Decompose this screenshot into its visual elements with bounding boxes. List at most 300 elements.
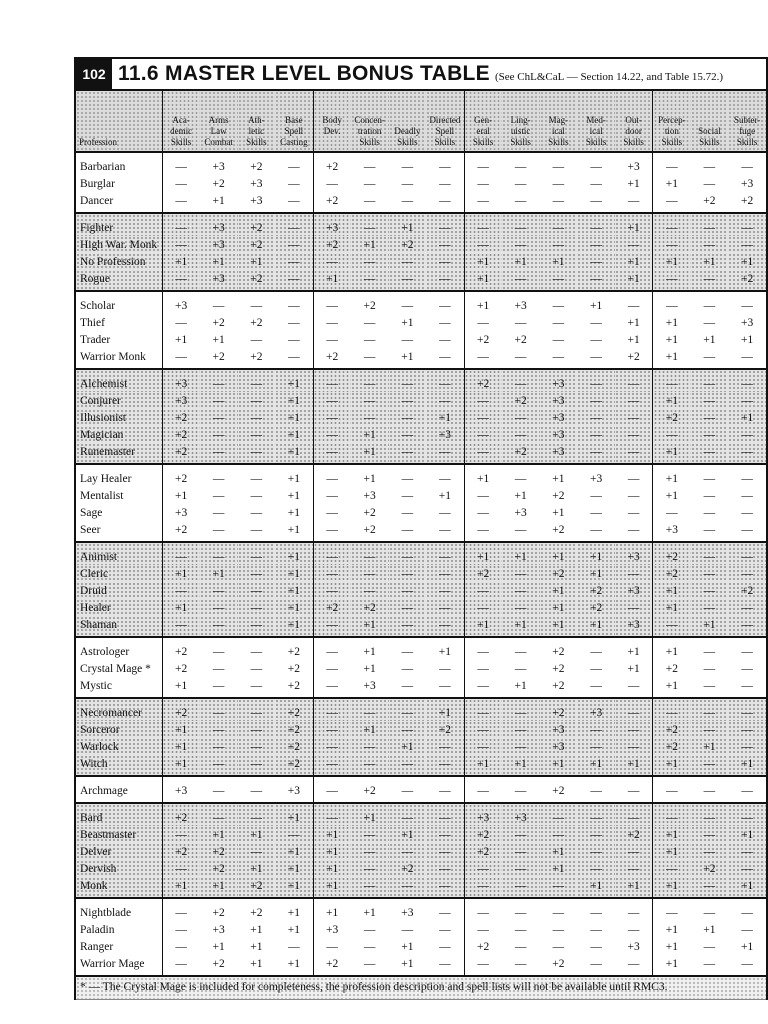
column-header: [313, 91, 351, 152]
table-row: [76, 565, 766, 582]
bonus-cell: —: [439, 333, 451, 346]
profession-name: Mystic: [80, 679, 112, 692]
profession-name: Beastmaster: [76, 826, 162, 843]
column-header-line: [390, 115, 426, 126]
bonus-cell: —: [514, 940, 527, 953]
bonus-cell: —: [552, 940, 565, 953]
bonus-cell: —: [691, 213, 729, 236]
bonus-cell: —: [627, 472, 640, 485]
bonus-cell: +1: [540, 616, 578, 637]
bonus-cell: +3: [502, 803, 540, 826]
bonus-cell: —: [238, 369, 276, 392]
bonus-cell: —: [514, 472, 527, 485]
bonus-cell: —: [577, 443, 615, 464]
bonus-cell: +3: [514, 506, 527, 519]
bonus-cell: —: [615, 565, 653, 582]
column-header-line: Directed: [429, 115, 461, 125]
bonus-cell: +1: [162, 721, 200, 738]
bonus-cell: —: [514, 645, 527, 658]
bonus-cell: —: [540, 877, 578, 898]
bonus-cell: —: [250, 506, 263, 519]
bonus-cell: —: [313, 565, 351, 582]
bonus-cell: —: [502, 843, 540, 860]
bonus-cell: +3: [250, 177, 263, 190]
column-header-line: Spell: [435, 126, 455, 136]
profession-name: Bard: [76, 803, 162, 826]
bonus-cell: —: [627, 906, 640, 919]
bonus-cell: +2: [653, 409, 691, 426]
bonus-cell: +1: [351, 803, 389, 826]
bonus-cell: —: [238, 426, 276, 443]
bonus-cell: +1: [250, 957, 263, 970]
bonus-cell: +1: [502, 755, 540, 776]
bonus-cell: —: [741, 489, 753, 502]
profession-name: Thief: [80, 316, 105, 329]
bonus-cell: —: [590, 940, 602, 953]
bonus-cell: —: [275, 213, 313, 236]
table-row: [76, 504, 766, 521]
bonus-cell: —: [313, 369, 351, 392]
bonus-cell: —: [313, 291, 351, 314]
bonus-cell: +1: [728, 826, 766, 843]
table-row: [76, 392, 766, 409]
bonus-cell: —: [741, 906, 753, 919]
bonus-cell: —: [313, 542, 351, 565]
bonus-cell: —: [162, 860, 200, 877]
bonus-cell: +2: [162, 660, 200, 677]
bonus-cell: —: [728, 392, 766, 409]
bonus-cell: —: [238, 542, 276, 565]
bonus-cell: +2: [162, 843, 200, 860]
bonus-cell: +1: [287, 923, 300, 936]
bonus-cell: —: [212, 523, 225, 536]
bonus-cell: +1: [653, 392, 691, 409]
bonus-cell: —: [577, 213, 615, 236]
bonus-cell: +1: [615, 213, 653, 236]
bonus-cell: —: [728, 803, 766, 826]
bonus-cell: —: [741, 523, 753, 536]
column-header-line: door: [625, 126, 642, 136]
bonus-cell: +1: [653, 331, 691, 348]
bonus-cell: +2: [653, 565, 691, 582]
table-row: [76, 521, 766, 542]
bonus-cell: —: [653, 270, 691, 291]
bonus-cell: —: [238, 738, 276, 755]
bonus-cell: —: [313, 409, 351, 426]
bonus-cell: —: [741, 662, 753, 675]
bonus-cell: —: [351, 565, 389, 582]
table-header-row: [76, 91, 766, 152]
bonus-cell: +1: [728, 755, 766, 776]
bonus-cell: +1: [313, 843, 351, 860]
bonus-cell: —: [691, 426, 729, 443]
profession-group: [76, 776, 766, 803]
bonus-cell: +1: [627, 316, 640, 329]
bonus-cell: —: [313, 504, 351, 521]
profession-name: Paladin: [80, 923, 115, 936]
bonus-cell: —: [464, 192, 502, 213]
bonus-cell: +2: [653, 721, 691, 738]
bonus-cell: +3: [162, 369, 200, 392]
bonus-cell: —: [426, 542, 464, 565]
bonus-cell: —: [363, 160, 376, 173]
bonus-cell: —: [502, 270, 540, 291]
bonus-cell: +3: [540, 426, 578, 443]
bonus-cell: —: [439, 194, 451, 207]
bonus-cell: —: [464, 955, 502, 976]
column-header: [540, 91, 578, 152]
bonus-cell: —: [162, 955, 200, 976]
bonus-cell: —: [703, 662, 716, 675]
bonus-cell: —: [212, 506, 225, 519]
bonus-cell: +1: [540, 860, 578, 877]
bonus-cell: +1: [313, 877, 351, 898]
bonus-cell: —: [351, 698, 389, 721]
bonus-cell: —: [590, 177, 602, 190]
bonus-cell: +1: [389, 826, 427, 843]
bonus-cell: —: [514, 662, 527, 675]
bonus-cell: —: [728, 565, 766, 582]
column-header: [577, 91, 615, 152]
bonus-cell: —: [426, 565, 464, 582]
bonus-cell: —: [464, 637, 502, 660]
bonus-cell: —: [401, 194, 414, 207]
column-header-line: uistic: [510, 126, 531, 136]
bonus-cell: —: [728, 542, 766, 565]
bonus-cell: +1: [275, 843, 313, 860]
bonus-cell: —: [275, 270, 313, 291]
bonus-cell: —: [401, 784, 414, 797]
bonus-cell: +1: [238, 826, 276, 843]
bonus-cell: +2: [162, 464, 200, 487]
bonus-cell: —: [426, 877, 464, 898]
bonus-cell: —: [691, 843, 729, 860]
profession-name: Illusionist: [76, 409, 162, 426]
bonus-cell: +1: [741, 333, 754, 346]
profession-group: [76, 464, 766, 542]
bonus-cell: —: [514, 923, 527, 936]
column-header-line: eral: [476, 126, 490, 136]
column-header-line: Spell: [284, 126, 304, 136]
bonus-cell: +1: [275, 877, 313, 898]
bonus-cell: —: [691, 369, 729, 392]
bonus-cell: —: [313, 331, 351, 348]
bonus-cell: —: [464, 921, 502, 938]
bonus-cell: —: [464, 660, 502, 677]
bonus-cell: —: [577, 236, 615, 253]
bonus-cell: —: [552, 906, 565, 919]
bonus-cell: —: [351, 369, 389, 392]
bonus-cell: —: [590, 645, 602, 658]
bonus-cell: —: [615, 698, 653, 721]
bonus-cell: —: [741, 350, 753, 363]
profession-name: Necromancer: [76, 698, 162, 721]
bonus-cell: —: [502, 582, 540, 599]
bonus-cell: —: [250, 679, 263, 692]
bonus-cell: +1: [275, 542, 313, 565]
bonus-cell: —: [288, 350, 300, 363]
profession-name: Monk: [76, 877, 162, 898]
bonus-cell: —: [313, 660, 351, 677]
profession-name: Sorceror: [76, 721, 162, 738]
bonus-cell: —: [577, 409, 615, 426]
bonus-cell: —: [653, 803, 691, 826]
bonus-cell: —: [615, 409, 653, 426]
bonus-cell: +2: [653, 738, 691, 755]
bonus-cell: —: [577, 860, 615, 877]
bonus-cell: —: [741, 506, 753, 519]
bonus-cell: —: [653, 236, 691, 253]
bonus-cell: —: [577, 843, 615, 860]
profession-name: Dancer: [80, 194, 114, 207]
bonus-cell: —: [439, 662, 451, 675]
profession-name: Shaman: [76, 616, 162, 637]
bonus-cell: —: [363, 333, 376, 346]
bonus-cell: —: [464, 721, 502, 738]
profession-name: Astrologer: [80, 645, 130, 658]
bonus-cell: +3: [162, 776, 200, 803]
column-header-line: tion: [664, 126, 679, 136]
column-header-line: Skills: [585, 137, 607, 147]
bonus-cell: —: [363, 194, 376, 207]
bonus-cell: —: [514, 350, 527, 363]
column-header-line: Dev.: [323, 126, 341, 136]
bonus-cell: —: [439, 506, 451, 519]
bonus-cell: +2: [313, 955, 351, 976]
bonus-cell: —: [200, 803, 238, 826]
bonus-cell: +2: [212, 177, 225, 190]
bonus-cell: +2: [313, 236, 351, 253]
bonus-cell: +2: [287, 662, 300, 675]
bonus-cell: —: [728, 843, 766, 860]
bonus-cell: +2: [552, 957, 565, 970]
bonus-cell: —: [351, 582, 389, 599]
bonus-cell: +1: [552, 472, 565, 485]
profession-name: Cleric: [76, 565, 162, 582]
bonus-cell: —: [464, 443, 502, 464]
bonus-cell: —: [653, 776, 691, 803]
bonus-cell: —: [464, 738, 502, 755]
bonus-cell: —: [389, 582, 427, 599]
bonus-cell: —: [552, 316, 565, 329]
column-header-line: tration: [357, 126, 382, 136]
table-row: [76, 582, 766, 599]
bonus-cell: +2: [552, 523, 565, 536]
bonus-cell: +3: [162, 504, 200, 521]
bonus-cell: —: [653, 504, 691, 521]
bonus-cell: —: [288, 940, 300, 953]
bonus-cell: —: [212, 472, 225, 485]
bonus-cell: +3: [401, 906, 414, 919]
bonus-cell: —: [691, 236, 729, 253]
table-row: [76, 698, 766, 721]
bonus-cell: —: [250, 489, 263, 502]
bonus-cell: —: [514, 906, 527, 919]
bonus-cell: —: [389, 270, 427, 291]
profession-name: Barbarian: [80, 160, 126, 173]
bonus-cell: +3: [653, 521, 691, 542]
column-header-line: Mag-: [548, 115, 569, 125]
bonus-cell: —: [426, 213, 464, 236]
bonus-cell: —: [703, 472, 716, 485]
bonus-cell: —: [389, 803, 427, 826]
bonus-cell: +3: [212, 923, 225, 936]
bonus-cell: +1: [653, 599, 691, 616]
bonus-cell: —: [389, 843, 427, 860]
bonus-cell: —: [577, 426, 615, 443]
bonus-cell: +3: [741, 177, 754, 190]
profession-name: Ranger: [80, 940, 114, 953]
bonus-cell: —: [590, 333, 602, 346]
bonus-cell: —: [389, 392, 427, 409]
bonus-cell: +2: [691, 860, 729, 877]
bonus-cell: +3: [162, 392, 200, 409]
bonus-cell: +3: [464, 803, 502, 826]
bonus-cell: +3: [540, 721, 578, 738]
bonus-cell: +1: [389, 213, 427, 236]
bonus-cell: +2: [275, 721, 313, 738]
bonus-cell: —: [200, 542, 238, 565]
bonus-cell: —: [615, 236, 653, 253]
bonus-cell: —: [313, 464, 351, 487]
bonus-cell: —: [615, 843, 653, 860]
column-header: [464, 91, 502, 152]
bonus-cell: —: [439, 177, 451, 190]
bonus-cell: —: [389, 542, 427, 565]
bonus-cell: —: [741, 679, 753, 692]
bonus-cell: —: [200, 582, 238, 599]
bonus-cell: —: [590, 489, 602, 502]
table-row: [76, 677, 766, 698]
bonus-cell: —: [464, 426, 502, 443]
bonus-cell: +1: [275, 426, 313, 443]
column-header-line: Base: [285, 115, 303, 125]
bonus-cell: —: [502, 565, 540, 582]
table-row: [76, 314, 766, 331]
footnote: * — The Crystal Mage is included for completeness, the profession description and spell lists will not be available until RMC3.: [76, 977, 766, 1000]
table-row: [76, 616, 766, 637]
column-header: [162, 91, 200, 152]
bonus-cell: +1: [363, 906, 376, 919]
column-header-line: ical: [589, 126, 603, 136]
bonus-cell: +1: [438, 645, 451, 658]
bonus-cell: —: [162, 348, 200, 369]
table-row: [76, 721, 766, 738]
bonus-cell: +2: [728, 270, 766, 291]
bonus-cell: —: [401, 506, 414, 519]
bonus-cell: +1: [653, 582, 691, 599]
bonus-cell: +2: [363, 299, 376, 312]
bonus-cell: —: [426, 755, 464, 776]
bonus-cell: —: [464, 599, 502, 616]
bonus-cell: —: [439, 350, 451, 363]
table-row: [76, 738, 766, 755]
bonus-cell: +1: [703, 333, 716, 346]
bonus-cell: —: [275, 826, 313, 843]
bonus-cell: +1: [653, 464, 691, 487]
bonus-cell: +1: [275, 409, 313, 426]
profession-name: Magician: [76, 426, 162, 443]
bonus-cell: —: [389, 565, 427, 582]
bonus-cell: +3: [627, 160, 640, 173]
bonus-cell: —: [703, 316, 716, 329]
column-header-line: Subter-: [733, 115, 761, 125]
table-row: [76, 348, 766, 369]
bonus-cell: —: [313, 721, 351, 738]
column-header-line: Skills: [736, 137, 758, 147]
bonus-cell: —: [162, 270, 200, 291]
table-row: [76, 776, 766, 803]
bonus-cell: —: [703, 523, 716, 536]
bonus-cell: —: [653, 698, 691, 721]
bonus-cell: +1: [540, 542, 578, 565]
bonus-cell: —: [540, 270, 578, 291]
bonus-cell: —: [439, 472, 451, 485]
bonus-cell: —: [351, 755, 389, 776]
bonus-cell: —: [590, 679, 602, 692]
bonus-cell: +1: [250, 940, 263, 953]
table-row: [76, 877, 766, 898]
bonus-cell: +1: [540, 599, 578, 616]
table-row: [76, 426, 766, 443]
bonus-cell: +3: [540, 443, 578, 464]
bonus-cell: +3: [615, 616, 653, 637]
bonus-cell: —: [691, 443, 729, 464]
bonus-cell: +1: [162, 877, 200, 898]
bonus-cell: —: [162, 175, 200, 192]
profession-group: [76, 542, 766, 637]
bonus-cell: —: [389, 426, 427, 443]
title-reference: (See ChL&CaL — Section 14.22, and Table 15.72.): [495, 71, 724, 83]
bonus-cell: +1: [653, 921, 691, 938]
column-header-line: Skills: [397, 137, 418, 147]
bonus-cell: +2: [389, 860, 427, 877]
bonus-cell: +1: [162, 331, 200, 348]
bonus-cell: +1: [200, 877, 238, 898]
table-row: [76, 409, 766, 426]
bonus-cell: —: [615, 369, 653, 392]
title-bar: [76, 59, 766, 91]
bonus-cell: —: [502, 236, 540, 253]
bonus-cell: —: [401, 333, 414, 346]
bonus-cell: —: [288, 316, 300, 329]
bonus-cell: —: [401, 160, 414, 173]
bonus-cell: +3: [200, 270, 238, 291]
bonus-cell: —: [200, 443, 238, 464]
bonus-cell: —: [401, 489, 414, 502]
bonus-cell: —: [351, 738, 389, 755]
bonus-cell: —: [577, 803, 615, 826]
bonus-cell: —: [577, 738, 615, 755]
profession-name: Burglar: [80, 177, 115, 190]
bonus-cell: +1: [212, 333, 225, 346]
bonus-cell: +3: [540, 392, 578, 409]
bonus-cell: —: [741, 784, 753, 797]
profession-group: [76, 803, 766, 898]
bonus-cell: +1: [162, 565, 200, 582]
profession-group: [76, 369, 766, 464]
bonus-cell: +1: [691, 253, 729, 270]
bonus-cell: —: [313, 426, 351, 443]
bonus-cell: —: [703, 940, 716, 953]
bonus-cell: —: [288, 194, 300, 207]
bonus-cell: —: [401, 662, 414, 675]
bonus-cell: —: [426, 826, 464, 843]
column-header-line: Combat: [204, 137, 233, 147]
bonus-cell: —: [439, 160, 451, 173]
bonus-cell: —: [552, 160, 565, 173]
bonus-cell: —: [552, 333, 565, 346]
